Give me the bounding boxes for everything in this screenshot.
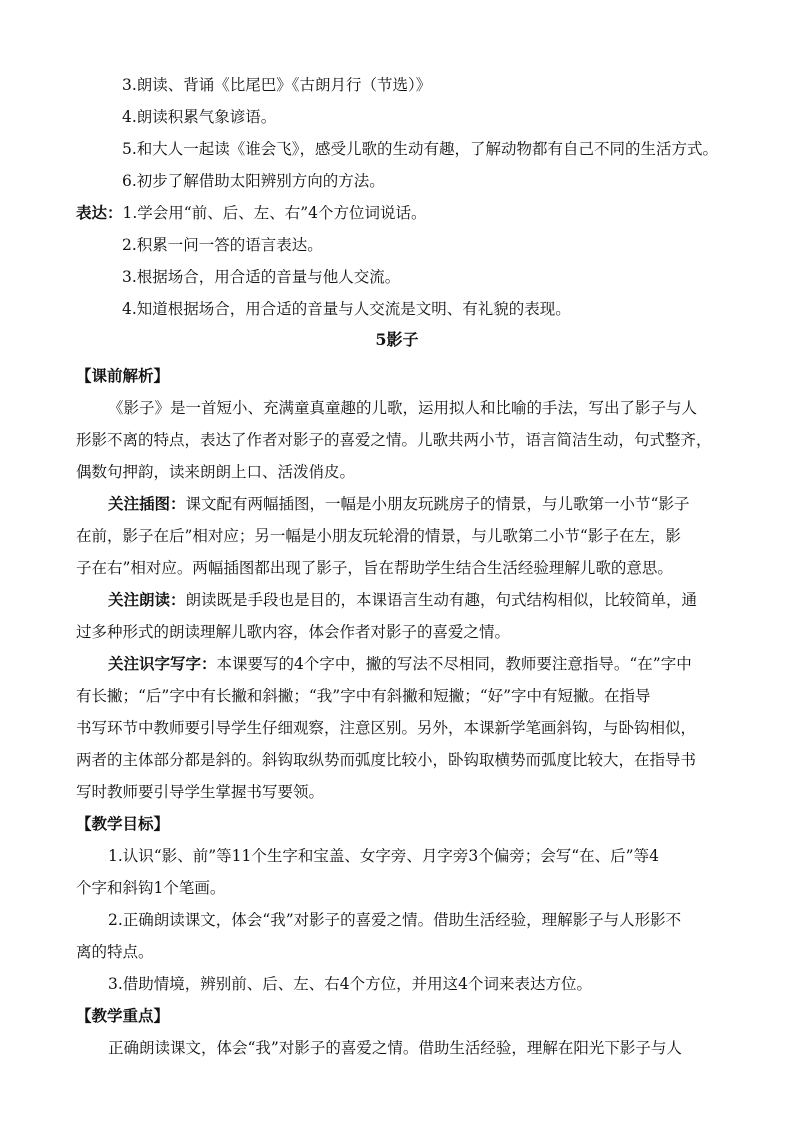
objective-1-line-1: 1.认识“影、前”等11个生字和宝盖、女字旁、月字旁3个偏旁；会写“在、后”等4 [108,847,659,865]
intro-line-3: 偶数句押韵，读来朗朗上口、活泼俏皮。 [76,463,356,481]
expression-item-2: 2.积累一问一答的语言表达。 [122,236,323,254]
reading-line-1: 关注朗读：朗读既是手段也是目的，本课语言生动有趣，句式结构相似，比较简单，通 [108,590,698,609]
key-points-line-1: 正确朗读课文，体会“我”对影子的喜爱之情。借助生活经验，理解在阳光下影子与人 [108,1039,682,1057]
writing-line-1: 关注识字写字：本课要写的4个字中，撇的写法不尽相同，教师要注意指导。“在”字中 [108,654,692,673]
writing-line-4: 两者的主体部分都是斜的。斜钩取纵势而弧度比较小，卧钩取横势而弧度比较大，在指导书 [76,751,697,769]
writing-line-3: 书写环节中教师要引导学生仔细观察，注意区别。另外，本课新学笔画斜钩，与卧钩相似， [76,719,697,737]
intro-line-2: 形影不离的特点，表达了作者对影子的喜爱之情。儿歌共两小节，语言简洁生动，句式整齐， [76,431,712,449]
reading-label: 关注朗读： [108,590,186,609]
reading-item-5: 5.和大人一起读《谁会飞》，感受儿歌的生动有趣，了解动物都有自己不同的生活方式。 [122,140,719,158]
reading-item-3: 3.朗读、背诵《比尾巴》《古朗月行（节选）》 [122,76,432,94]
lesson-title: 5影子 [375,330,419,349]
objective-1-line-2: 个字和斜钩1个笔画。 [76,879,226,897]
key-points-heading: 【教学重点】 [76,1006,170,1025]
pre-analysis-heading: 【课前解析】 [76,366,170,385]
expression-item-1 [76,203,427,223]
expression-item-1-text: 1.学会用“前、后、左、右”4个方位词说话。 [122,204,427,222]
illustration-line-1: 关注插图：课文配有两幅插图，一幅是小朋友玩跳房子的情景，与儿歌第一小节“影子 [108,494,690,513]
reading-item-4: 4.朗读积累气象谚语。 [122,108,277,126]
objective-2-line-2: 离的特点。 [76,943,154,961]
expression-item-3: 3.根据场合，用合适的音量与他人交流。 [122,268,401,286]
objective-3-line-1: 3.借助情境，辨别前、后、左、右4个方位，并用这4个词来表达方位。 [108,975,593,993]
reading-item-6: 6.初步了解借助太阳辨别方向的方法。 [122,172,385,190]
expression-label: 表达： [76,203,123,222]
illustration-line-2: 在前，影子在后”相对应；另一幅是小朋友玩轮滑的情景，与儿歌第二小节“影子在左，影 [76,527,681,545]
intro-line-1: 《影子》是一首短小、充满童真童趣的儿歌，运用拟人和比喻的手法，写出了影子与人 [108,399,698,417]
expression-item-4: 4.知道根据场合，用合适的音量与人交流是文明、有礼貌的表现。 [122,300,571,318]
illustration-label: 关注插图： [108,494,186,513]
objective-2-line-1: 2.正确朗读课文，体会“我”对影子的喜爱之情。借助生活经验，理解影子与人形影不 [108,911,682,929]
writing-label: 关注识字写字： [108,654,217,673]
reading-line-2: 过多种形式的朗读理解儿歌内容，体会作者对影子的喜爱之情。 [76,623,511,641]
objectives-heading: 【教学目标】 [76,814,170,833]
writing-line-2: 有长撇；“后”字中有长撇和斜撇；“我”字中有斜撇和短撇；“好”字中有短撇。在指导 [76,687,651,705]
writing-line-5: 写时教师要引导学生掌握书写要领。 [76,783,325,801]
illustration-line-3: 子在右”相对应。两幅插图都出现了影子，旨在帮助学生结合生活经验理解儿歌的意思。 [76,559,673,577]
